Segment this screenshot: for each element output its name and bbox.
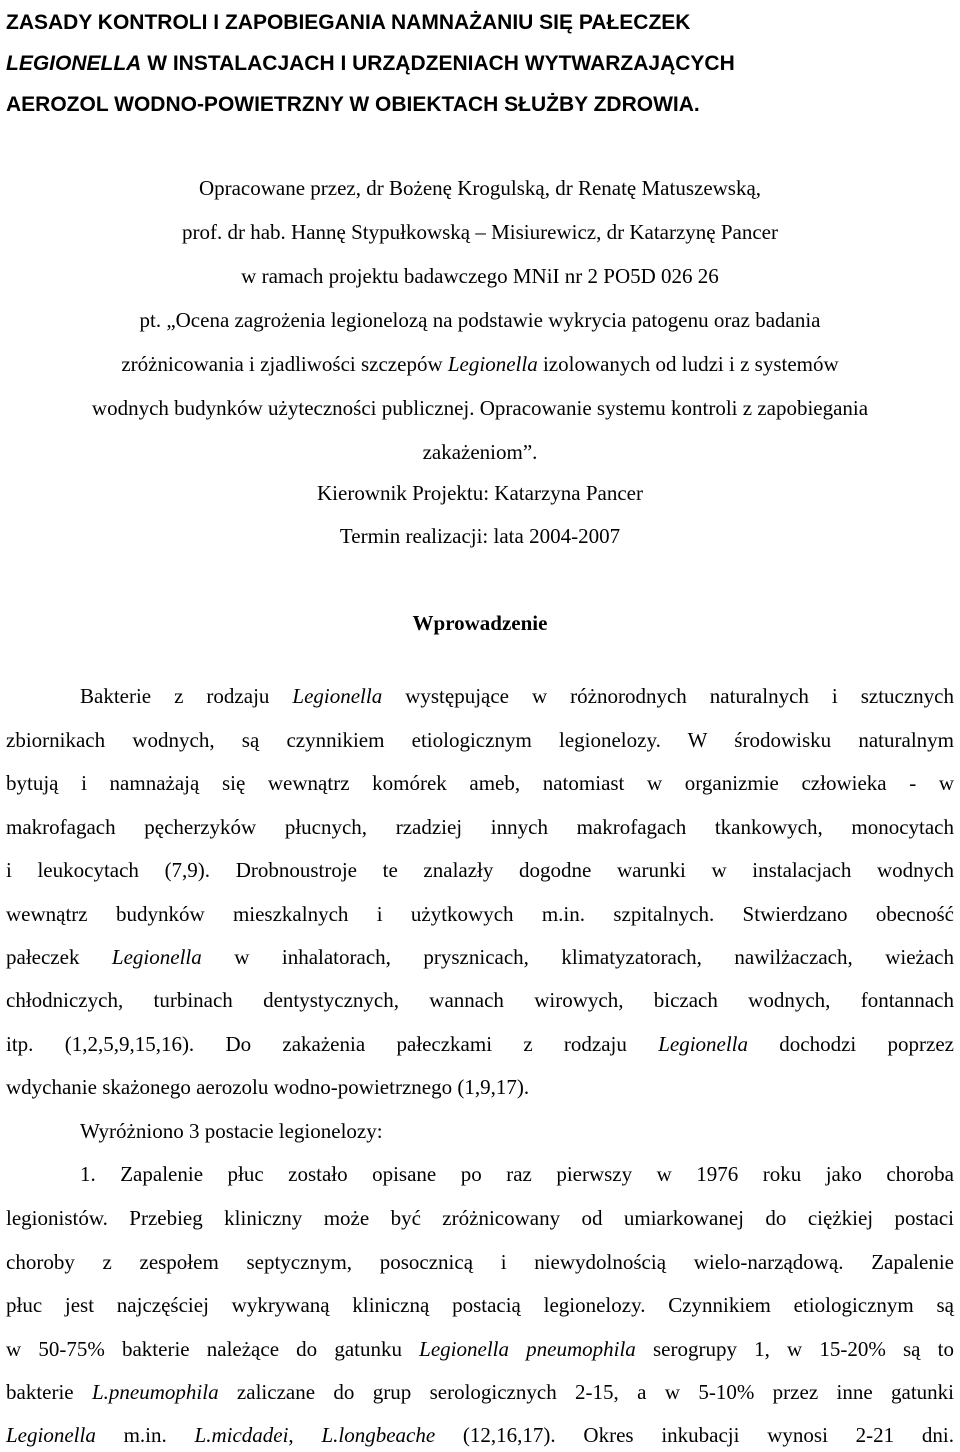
item1-line-5-a: w 50-75% bakterie należące do gatunku: [6, 1337, 420, 1361]
item1-line-7-italic-1: Legionella: [6, 1423, 96, 1447]
item1-line-5-b: serogrupy 1, w 15-20% są to: [635, 1337, 954, 1361]
item1-line-1: 1. Zapalenie płuc zostało opisane po raz pierwszy w 1976 roku jako choroba: [80, 1162, 954, 1186]
para1-line-7-italic: Legionella: [111, 945, 202, 969]
project-line-2-b: izolowanych od ludzi i z systemów: [537, 352, 839, 376]
item1-line-4: płuc jest najczęściej wykrywaną kliniczną postacią legionelozy. Czynnikiem etiologicznym są: [6, 1293, 954, 1317]
item1-line-6-b: zaliczane do grup serologicznych 2-15, a w 5-10% przez inne gatunki: [218, 1380, 954, 1404]
authors-line-3: w ramach projektu badawczego MNiI nr 2 PO5D 026 26: [241, 264, 719, 288]
para1-line-9-a: itp. (1,2,5,9,15,16). Do zakażenia pałeczkami z rodzaju: [6, 1032, 659, 1056]
title-line-2: [6, 43, 954, 84]
title-line-2-rest: W INSTALACJACH I URZĄDZENIACH WYTWARZAJĄCYCH: [147, 52, 735, 75]
project-line-1: pt. „Ocena zagrożenia legionelozą na podstawie wykrycia patogenu oraz badania: [139, 308, 821, 332]
para1-line-9-italic: Legionella: [658, 1032, 749, 1056]
item1-line-6-a: bakterie: [6, 1380, 92, 1404]
item1-line-7-italic-2: L.micdadei: [194, 1423, 289, 1447]
para1-line-10: wdychanie skażonego aerozolu wodno-powietrznego (1,9,17).: [6, 1075, 530, 1099]
section-heading: Wprowadzenie: [412, 611, 548, 635]
item1-line-7: [6, 1420, 954, 1450]
forms-intro: Wyróżniono 3 postacie legionelozy:: [80, 1119, 383, 1143]
item1-line-3: choroby z zespołem septycznym, posocznicą i niewydolnością wielo-narządową. Zapalenie: [6, 1250, 954, 1274]
authors-line-1: Opracowane przez, dr Bożenę Krogulską, dr Renatę Matuszewską,: [198, 176, 762, 200]
para1-line-8: chłodniczych, turbinach dentystycznych, wannach wirowych, biczach wodnych, fontannach: [6, 988, 954, 1012]
para1-line-9: [6, 1029, 954, 1059]
project-line-4: zakażeniom”.: [422, 440, 538, 464]
para1-line-5: i leukocytach (7,9). Drobnoustroje te znalazły dogodne warunki w instalacjach wodnych: [6, 858, 954, 882]
para1-line-3: bytują i namnażają się wewnątrz komórek ameb, natomiast w organizmie człowieka - w: [6, 771, 954, 795]
item1-line-5-italic: Legionella pneumophila: [419, 1337, 636, 1361]
para1-line-4: makrofagach pęcherzyków płucnych, rzadziej innych makrofagach tkankowych, monocytach: [6, 815, 954, 839]
item1-line-7-a: m.in.: [95, 1423, 195, 1447]
para1-line-7: [6, 942, 954, 972]
para1-line-9-b: dochodzi poprzez: [748, 1032, 955, 1056]
title-line-3: AEROZOL WODNO-POWIETRZNY W OBIEKTACH SŁUŻBY ZDROWIA.: [6, 93, 700, 116]
para1-line-6: wewnątrz budynków mieszkalnych i użytkowych m.in. szpitalnych. Stwierdzano obecność: [6, 902, 954, 926]
item1-line-5: [6, 1334, 954, 1364]
project-manager: Kierownik Projektu: Katarzyna Pancer: [317, 481, 643, 505]
document-title: [6, 2, 954, 125]
para1-line-1-a: Bakterie z rodzaju: [80, 684, 293, 708]
item1-line-7-b: ,: [288, 1423, 322, 1447]
para1-line-1-italic: Legionella: [292, 684, 383, 708]
title-italic-word: LEGIONELLA: [6, 52, 142, 75]
para1-line-1-b: występujące w różnorodnych naturalnych i sztucznych: [382, 684, 954, 708]
item1-line-6-italic: L.pneumophila: [91, 1380, 219, 1404]
project-line-3: wodnych budynków użyteczności publicznej. Opracowanie systemu kontroli z zapobiegania: [91, 396, 869, 420]
para1-line-7-a: pałeczek: [6, 945, 112, 969]
item1-line-2: legionistów. Przebieg kliniczny może być zróżnicowany od umiarkowanej do ciężkiej postaci: [6, 1206, 954, 1230]
item1-line-7-c: (12,16,17). Okres inkubacji wynosi 2-21 dni.: [435, 1423, 954, 1447]
title-line-1: ZASADY KONTROLI I ZAPOBIEGANIA NAMNAŻANIU SIĘ PAŁECZEK: [6, 11, 691, 34]
project-line-2-italic: Legionella: [447, 352, 538, 376]
project-line-2: [6, 349, 954, 379]
para1-line-7-b: w inhalatorach, prysznicach, klimatyzatorach, nawilżaczach, wieżach: [201, 945, 954, 969]
authors-line-2: prof. dr hab. Hannę Stypułkowską – Misiurewicz, dr Katarzynę Pancer: [182, 220, 778, 244]
project-term: Termin realizacji: lata 2004-2007: [339, 524, 621, 548]
item1-line-7-italic-3: L.longbeache: [321, 1423, 436, 1447]
para1-line-1: [80, 681, 954, 711]
item1-line-6: [6, 1377, 954, 1407]
project-line-2-a: zróżnicowania i zjadliwości szczepów: [121, 352, 448, 376]
para1-line-2: zbiornikach wodnych, są czynnikiem etiologicznym legionelozy. W środowisku naturalnym: [6, 728, 954, 752]
